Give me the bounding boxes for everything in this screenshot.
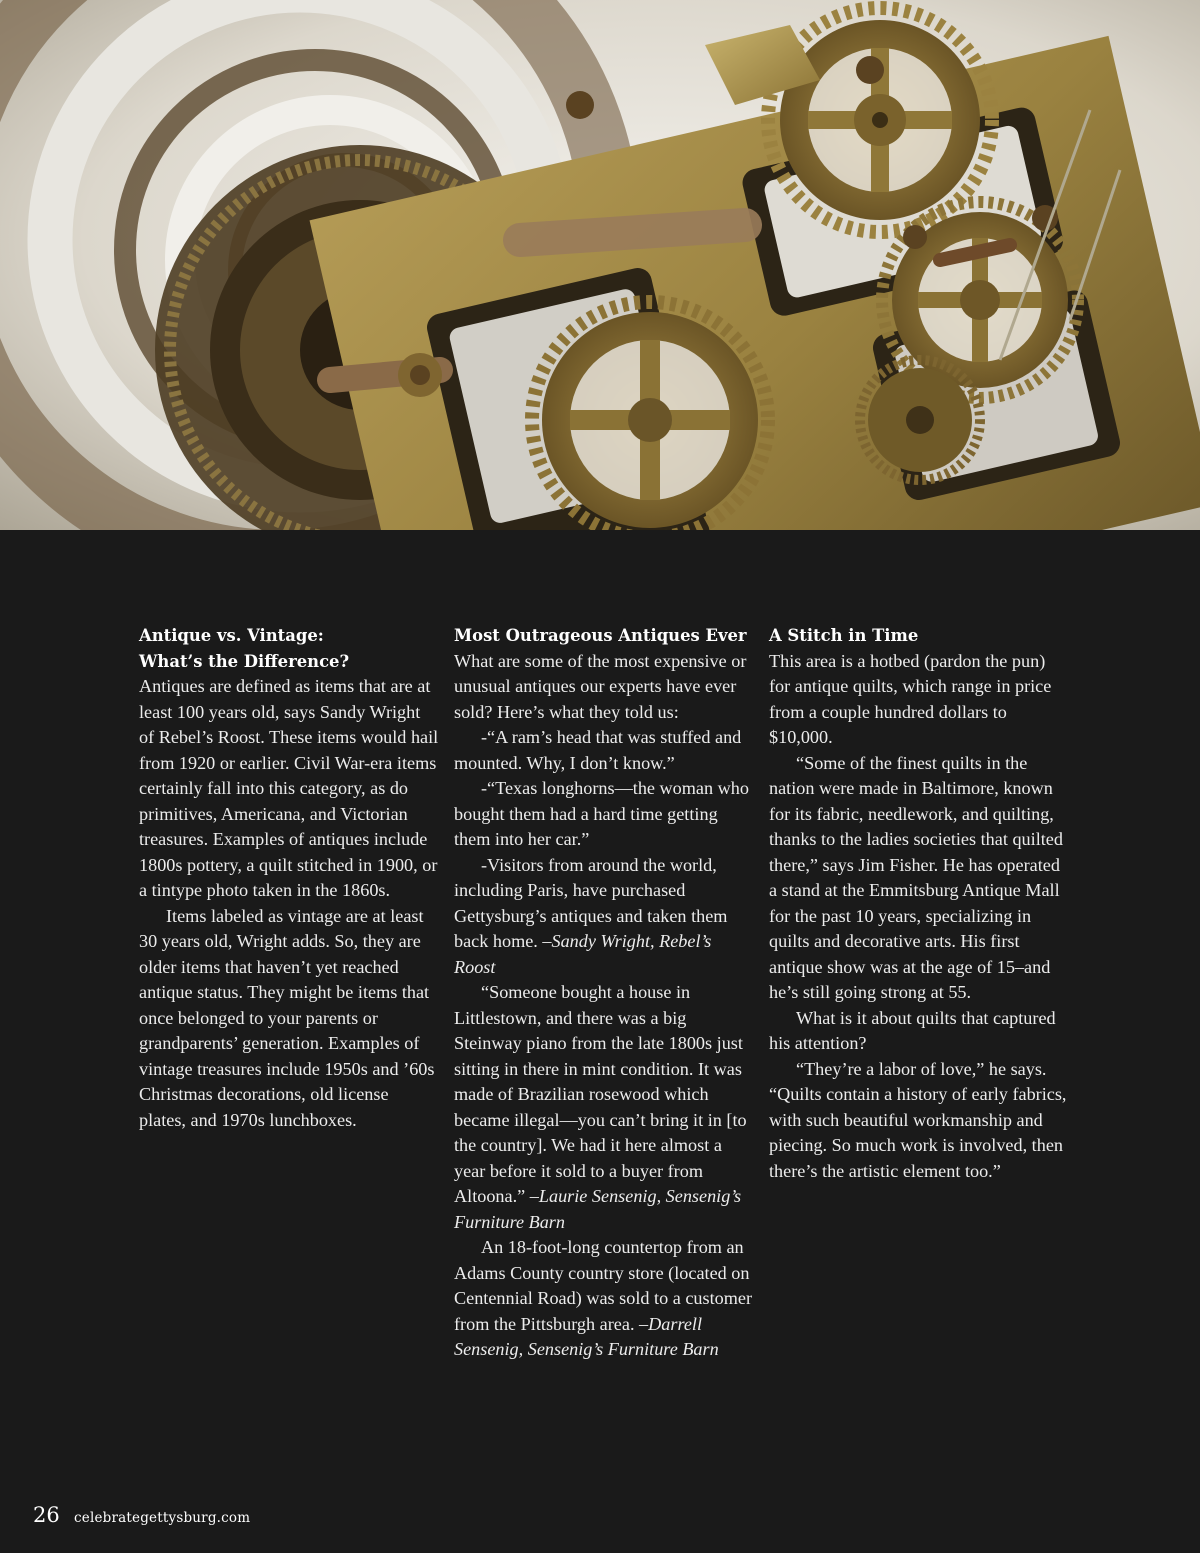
quote-credit: –Sandy Wright, Rebel’s Roost	[454, 931, 712, 977]
page-number: 26	[33, 1503, 60, 1527]
body-paragraph: “Some of the finest quilts in the nation were made in Baltimore, known for its fabric, needlework, and quilting, thanks to the ladies societies that quilted there,” says Jim Fisher. He has operated a stand at the Emmitsburg Antique Mall for the past 10 years, specializing in quilts and decorative arts. His first antique show was at the age of 15–and he’s still going strong at 55.	[769, 752, 1063, 1002]
section-heading	[139, 623, 439, 674]
quote-paragraph: -“A ram’s head that was stuffed and mounted. Why, I don’t know.”	[454, 727, 742, 773]
clock-gears-icon	[0, 0, 1200, 530]
body-paragraph: This area is a hotbed (pardon the pun) for antique quilts, which range in price from a couple hundred dollars to $10,000.	[769, 650, 1052, 747]
heading-line: Most Outrageous Antiques Ever	[454, 626, 747, 645]
heading-line: A Stitch in Time	[769, 626, 919, 645]
quote-text: “Someone bought a house in Littlestown, and there was a big Steinway piano from the late 1800s just sitting in there in mint condition. It was made of Brazilian rosewood which became illegal—you can’t bring it in [to the country]. We had it here almost a year before it sold to a buyer from Altoona.”	[454, 982, 747, 1206]
column-antique-vs-vintage	[139, 623, 439, 1133]
body-paragraph: What is it about quilts that captured his attention?	[769, 1007, 1056, 1053]
section-heading	[454, 623, 754, 649]
heading-line: What’s the Difference?	[139, 651, 350, 671]
quote-paragraph	[454, 1235, 754, 1363]
column-stitch-in-time	[769, 623, 1069, 1184]
body-paragraph: Antiques are defined as items that are at least 100 years old, says Sandy Wright of Rebel’s Roost. These items would hail from 1920 or earlier. Civil War-era items certainly fall into this category, as do primitives, Americana, and Victorian treasures. Examples of antiques include 1800s pottery, a quilt stitched in 1900, or a tintype photo taken in the 1860s.	[139, 676, 439, 900]
quote-paragraph: -“Texas longhorns—the woman who bought them had a hard time getting them into her car.”	[454, 778, 749, 849]
section-heading	[769, 623, 1069, 649]
body-paragraph: “They’re a labor of love,” he says. “Quilts contain a history of early fabrics, with such beautiful workmanship and piecing. So much work is involved, then there’s the artistic element too.”	[769, 1058, 1067, 1181]
body-paragraph: Items labeled as vintage are at least 30 years old, Wright adds. So, they are older items that haven’t yet reached antique status. They might be items that once belonged to your parents or grandparents’ generation. Examples of vintage treasures include 1950s and ’60s Christmas decorations, old license plates, and 1970s lunchboxes.	[139, 905, 435, 1130]
quote-text: An 18-foot-long countertop from an Adams County country store (located on Centennial Road) was sold to a customer from the Pittsburgh area.	[454, 1237, 753, 1334]
hero-photo	[0, 0, 1200, 530]
website-url: celebrategettysburg.com	[74, 1510, 251, 1526]
column-most-outrageous-antiques	[454, 623, 754, 1363]
quote-credit: –Darrell Sensenig, Sensenig’s Furniture Barn	[454, 1313, 719, 1359]
heading-line: Antique vs. Vintage:	[139, 626, 324, 645]
quote-paragraph	[454, 980, 754, 1235]
body-paragraph: What are some of the most expensive or unusual antiques our experts have ever sold? Here’s what they told us:	[454, 650, 747, 722]
quote-credit: –Laurie Sensenig, Sensenig’s Furniture Barn	[454, 1186, 742, 1232]
quote-paragraph	[454, 853, 754, 981]
quote-text: -Visitors from around the world, including Paris, have purchased Gettysburg’s antiques and taken them back home.	[454, 854, 728, 951]
